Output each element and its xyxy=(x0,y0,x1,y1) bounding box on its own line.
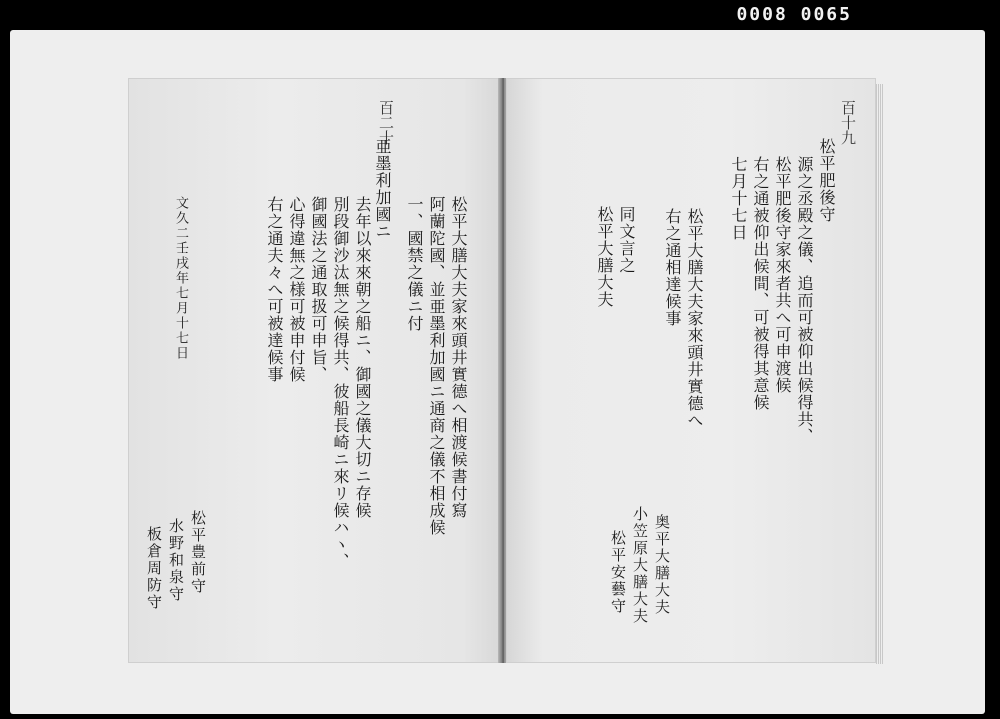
right-column-7: 同文言之 xyxy=(617,206,636,274)
left-column-4: 去年以來來朝之船ニ、御國之儀大切ニ存候 xyxy=(353,196,372,519)
right-signature-1: 奥平大膳大夫 xyxy=(653,514,671,616)
signature-3: 板倉周防守 xyxy=(145,526,163,611)
right-column-1: 源之丞殿之儀、追而可被仰出候得共、 xyxy=(795,156,814,445)
open-book xyxy=(128,78,888,668)
left-heading: 亜墨利加國ニ xyxy=(373,138,392,240)
left-column-2: 阿蘭陀國、並亜墨利加國ニ通商之儀不相成候 xyxy=(427,196,446,536)
left-page-number: 百二十 xyxy=(377,100,395,145)
signature-2: 水野和泉守 xyxy=(167,518,185,603)
left-column-7: 心得違無之様可被申付候 xyxy=(287,196,306,383)
left-column-5: 別段御沙汰無之候得共、彼船長崎ニ來リ候ハヽ、 xyxy=(331,196,350,570)
right-signature-2: 小笠原大膳大夫 xyxy=(631,506,649,625)
right-column-8: 松平大膳大夫 xyxy=(595,206,614,308)
right-column-6: 右之通相達候事 xyxy=(663,208,682,327)
frame-number: 0008 0065 xyxy=(736,4,852,25)
right-signature-3: 松平安藝守 xyxy=(609,530,627,615)
left-date: 文久二壬戌年七月十七日 xyxy=(173,196,188,361)
right-column-3: 右之通被仰出候間、可被得其意候 xyxy=(751,156,770,411)
right-column-5: 松平大膳大夫家來頭井實德へ xyxy=(685,208,704,429)
right-column-2: 松平肥後守家來者共へ可申渡候 xyxy=(773,156,792,394)
right-page xyxy=(506,78,876,663)
left-column-3: 一、國禁之儀ニ付 xyxy=(405,196,424,332)
left-page xyxy=(128,78,500,663)
right-page-number: 百十九 xyxy=(839,100,857,145)
right-heading: 松平肥後守 xyxy=(817,138,836,223)
right-column-4: 七月十七日 xyxy=(729,156,748,241)
page-edges xyxy=(876,84,884,664)
left-column-1: 松平大膳大夫家來頭井實德へ相渡候書付寫 xyxy=(449,196,468,519)
left-column-6: 御國法之通取扱可申旨、 xyxy=(309,196,328,383)
left-column-8: 右之通夫々へ可被達候事 xyxy=(265,196,284,383)
signature-1: 松平豊前守 xyxy=(189,510,207,595)
